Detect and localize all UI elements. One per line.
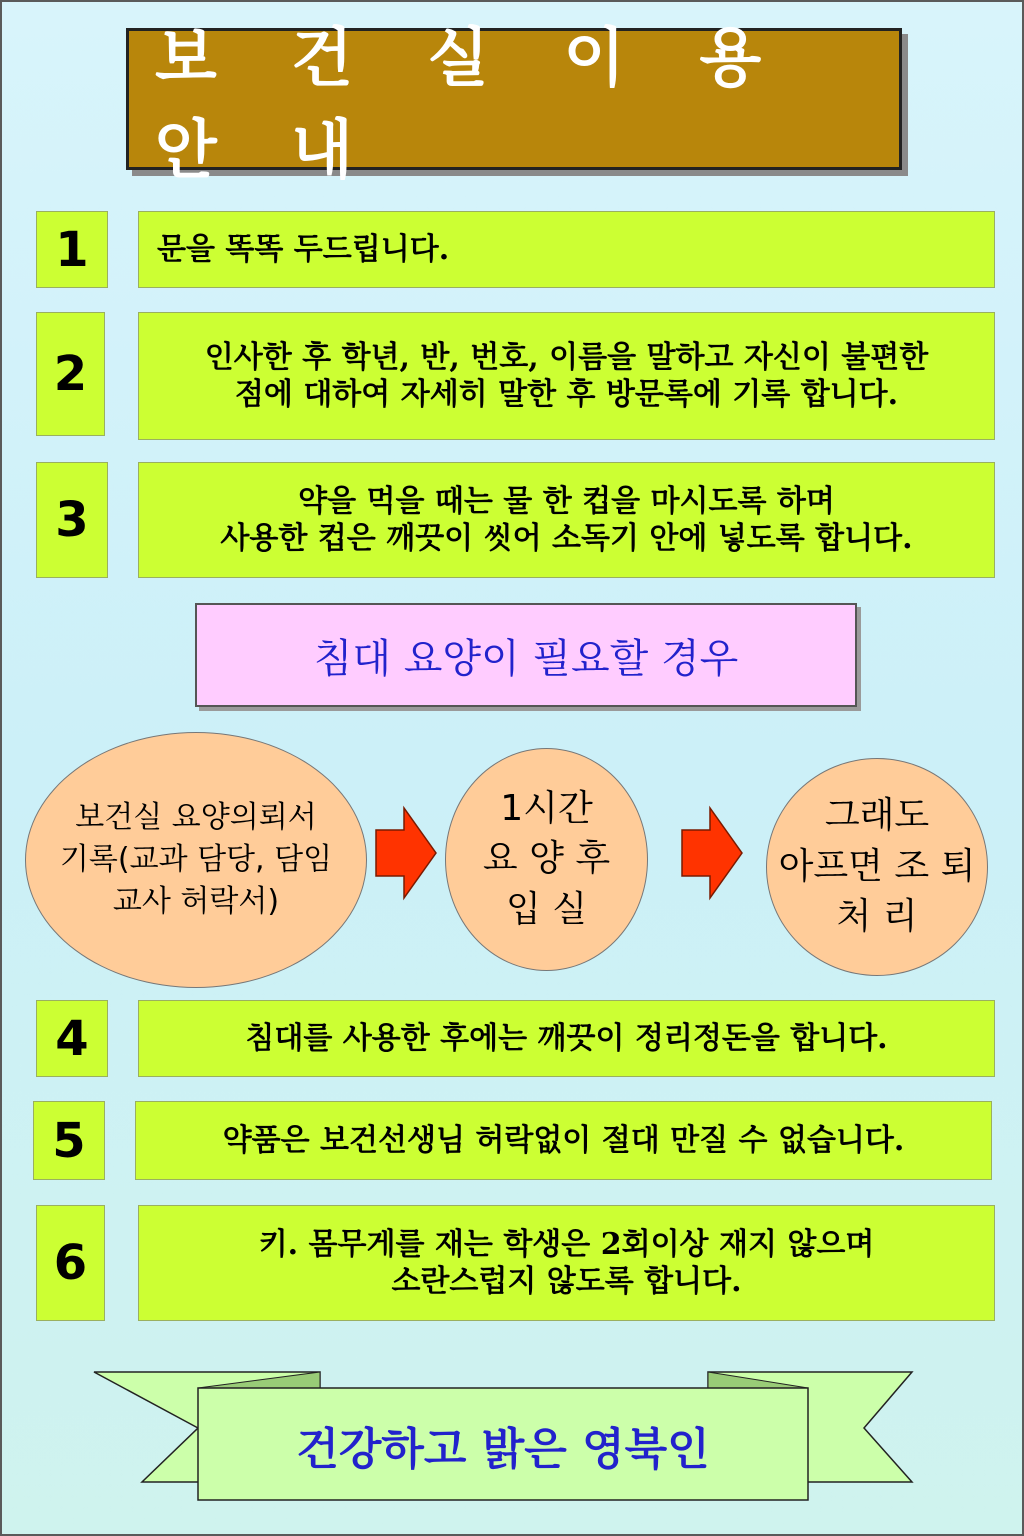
rule-text-2: 인사한 후 학년, 반, 번호, 이름을 말하고 자신이 불편한 점에 대하여 자세히 말한 후 방문록에 기록 합니다. (138, 312, 995, 440)
rule-text-4: 침대를 사용한 후에는 깨끗이 정리정돈을 합니다. (138, 1000, 995, 1077)
rule-number-1: 1 (36, 211, 108, 288)
right-arrow-icon (376, 808, 436, 898)
rule-number-4: 4 (36, 1000, 108, 1077)
rule-text-3: 약을 먹을 때는 물 한 컵을 마시도록 하며 사용한 컵은 깨끗이 씻어 소독기 안에 넣도록 합니다. (138, 462, 995, 578)
flow-step-request-form: 보건실 요양의뢰서 기록(교과 담당, 담임 교사 허락서) (25, 732, 367, 988)
rule-number-6: 6 (36, 1205, 105, 1321)
school-motto: 건강하고 밝은 영북인 (296, 1424, 710, 1475)
right-arrow-icon (682, 808, 742, 898)
rule-text-5: 약품은 보건선생님 허락없이 절대 만질 수 없습니다. (135, 1101, 992, 1180)
flow-step-early-leave: 그래도 아프면 조 퇴 처 리 (766, 758, 988, 976)
flow-step-rest-one-hour: 1시간 요 양 후 입 실 (445, 748, 648, 971)
rule-number-2: 2 (36, 312, 105, 436)
bed-rest-heading: 침대 요양이 필요할 경우 (195, 603, 857, 707)
rule-text-1: 문을 똑똑 두드립니다. (138, 211, 995, 288)
rule-number-3: 3 (36, 462, 108, 578)
page-title: 보 건 실 이 용 안 내 (126, 28, 902, 170)
rule-text-6: 키. 몸무게를 재는 학생은 2회이상 재지 않으며 소란스럽지 않도록 합니다. (138, 1205, 995, 1321)
rule-number-5: 5 (33, 1101, 105, 1180)
